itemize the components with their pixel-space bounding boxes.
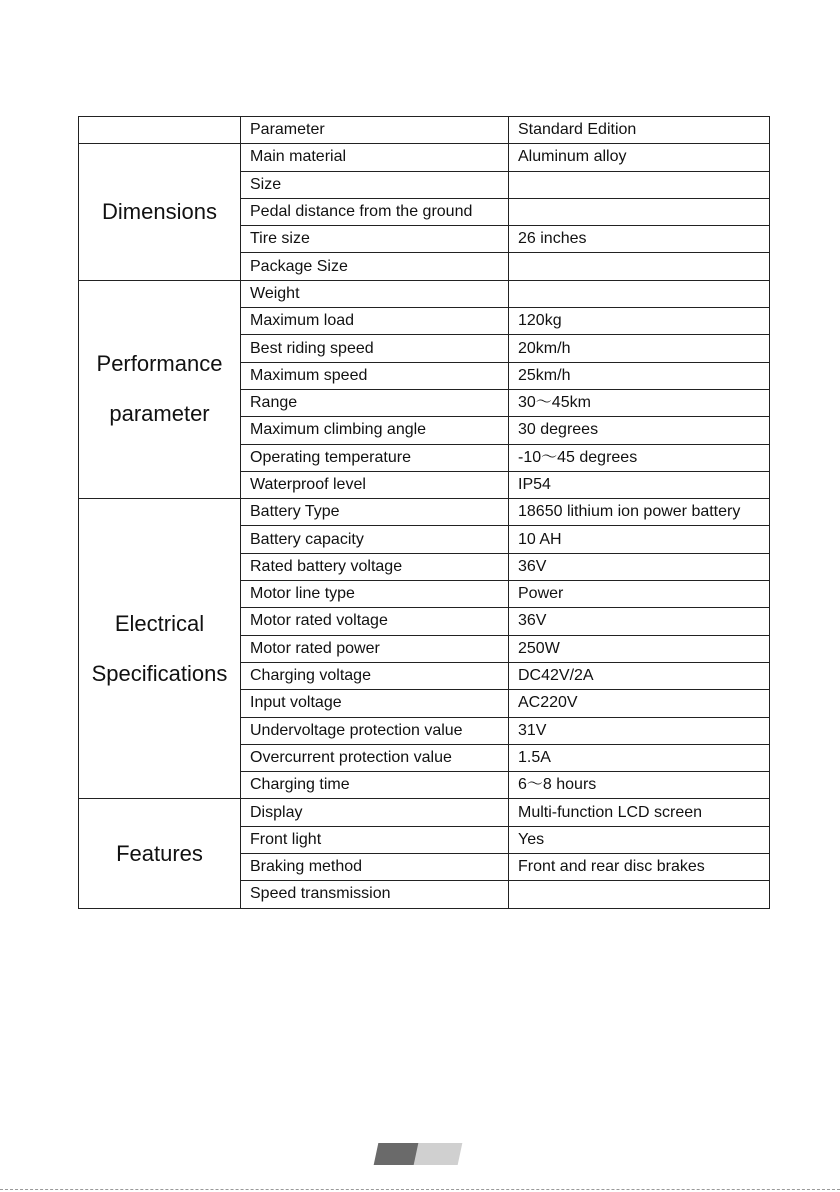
table-header-row xyxy=(79,117,770,144)
value-cell xyxy=(509,881,770,908)
parameter-cell: Range xyxy=(241,389,509,416)
value-cell: Front and rear disc brakes xyxy=(509,854,770,881)
specification-table-body xyxy=(79,117,770,909)
category-label-line: Dimensions xyxy=(102,199,217,225)
header-parameter-cell: Parameter xyxy=(241,117,509,144)
value-cell: -10～45 degrees xyxy=(509,444,770,471)
parameter-cell: Battery Type xyxy=(241,499,509,526)
value-cell: 25km/h xyxy=(509,362,770,389)
value-cell: 26 inches xyxy=(509,226,770,253)
value-cell: Yes xyxy=(509,826,770,853)
parameter-cell: Speed transmission xyxy=(241,881,509,908)
parameter-cell: Front light xyxy=(241,826,509,853)
page-footer-bar xyxy=(376,1143,462,1165)
value-cell xyxy=(509,171,770,198)
value-cell: 20km/h xyxy=(509,335,770,362)
parameter-cell: Input voltage xyxy=(241,690,509,717)
page-edge-line xyxy=(0,1189,840,1190)
header-edition-cell: Standard Edition xyxy=(509,117,770,144)
parameter-cell: Motor line type xyxy=(241,581,509,608)
footer-bar-light-segment xyxy=(414,1143,463,1165)
table-row xyxy=(79,144,770,171)
value-cell: 18650 lithium ion power battery xyxy=(509,499,770,526)
value-cell: 31V xyxy=(509,717,770,744)
category-cell xyxy=(79,799,241,908)
value-cell: 30～45km xyxy=(509,389,770,416)
value-cell: 10 AH xyxy=(509,526,770,553)
category-label-line: Specifications xyxy=(91,660,228,686)
parameter-cell: Charging time xyxy=(241,772,509,799)
parameter-cell: Maximum climbing angle xyxy=(241,417,509,444)
specification-table xyxy=(78,116,770,909)
parameter-cell: Braking method xyxy=(241,854,509,881)
category-label-line: Electrical xyxy=(114,610,205,636)
value-cell: DC42V/2A xyxy=(509,662,770,689)
value-cell xyxy=(509,280,770,307)
value-cell: 1.5A xyxy=(509,744,770,771)
value-cell xyxy=(509,253,770,280)
value-cell: 36V xyxy=(509,553,770,580)
value-cell: Multi-function LCD screen xyxy=(509,799,770,826)
header-corner-cell xyxy=(79,117,241,144)
parameter-cell: Undervoltage protection value xyxy=(241,717,509,744)
category-cell xyxy=(79,499,241,799)
parameter-cell: Main material xyxy=(241,144,509,171)
parameter-cell: Maximum load xyxy=(241,308,509,335)
value-cell: 30 degrees xyxy=(509,417,770,444)
value-cell xyxy=(509,198,770,225)
parameter-cell: Tire size xyxy=(241,226,509,253)
category-cell xyxy=(79,280,241,498)
parameter-cell: Overcurrent protection value xyxy=(241,744,509,771)
category-label-line: Features xyxy=(116,840,203,866)
parameter-cell: Display xyxy=(241,799,509,826)
value-cell: 120kg xyxy=(509,308,770,335)
parameter-cell: Weight xyxy=(241,280,509,307)
parameter-cell: Charging voltage xyxy=(241,662,509,689)
value-cell: 6～8 hours xyxy=(509,772,770,799)
value-cell: IP54 xyxy=(509,471,770,498)
value-cell: Aluminum alloy xyxy=(509,144,770,171)
parameter-cell: Size xyxy=(241,171,509,198)
parameter-cell: Pedal distance from the ground xyxy=(241,198,509,225)
parameter-cell: Waterproof level xyxy=(241,471,509,498)
parameter-cell: Best riding speed xyxy=(241,335,509,362)
category-cell xyxy=(79,144,241,280)
parameter-cell: Motor rated power xyxy=(241,635,509,662)
parameter-cell: Rated battery voltage xyxy=(241,553,509,580)
category-label-line: parameter xyxy=(109,401,210,427)
value-cell: 250W xyxy=(509,635,770,662)
value-cell: AC220V xyxy=(509,690,770,717)
category-label-line: Performance xyxy=(96,351,223,377)
table-row xyxy=(79,280,770,307)
value-cell: Power xyxy=(509,581,770,608)
table-row xyxy=(79,799,770,826)
parameter-cell: Operating temperature xyxy=(241,444,509,471)
parameter-cell: Maximum speed xyxy=(241,362,509,389)
table-row xyxy=(79,499,770,526)
value-cell: 36V xyxy=(509,608,770,635)
parameter-cell: Package Size xyxy=(241,253,509,280)
parameter-cell: Motor rated voltage xyxy=(241,608,509,635)
parameter-cell: Battery capacity xyxy=(241,526,509,553)
